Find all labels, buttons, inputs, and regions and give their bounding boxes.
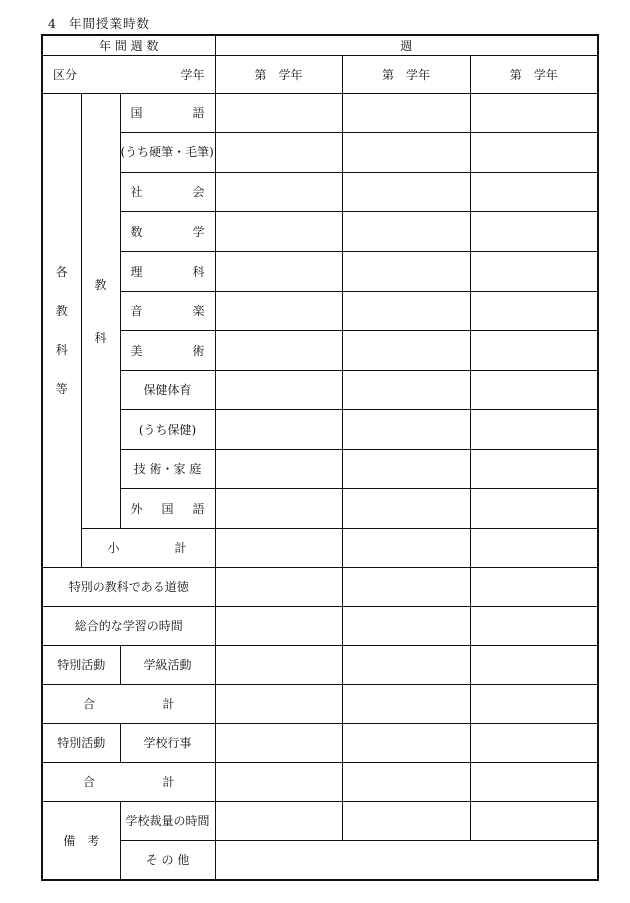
subtotal-label: 小 計 — [81, 528, 215, 567]
cell[interactable] — [342, 723, 470, 762]
cell[interactable] — [342, 172, 470, 211]
cell[interactable] — [470, 132, 598, 172]
subject-health: (うち保健) — [120, 409, 215, 449]
row-discretion — [42, 801, 598, 840]
cell[interactable] — [470, 684, 598, 723]
group-outer-char-1: 各 — [55, 265, 68, 279]
cell[interactable] — [215, 723, 342, 762]
cell[interactable] — [342, 684, 470, 723]
grade-row — [42, 55, 598, 93]
cell[interactable] — [342, 251, 470, 291]
row-science — [42, 251, 598, 291]
row-subtotal — [42, 528, 598, 567]
cell[interactable] — [215, 449, 342, 488]
cell[interactable] — [215, 606, 342, 645]
cell[interactable] — [342, 801, 470, 840]
cell[interactable] — [470, 291, 598, 330]
group-inner-char-1: 教 — [94, 277, 107, 292]
cell[interactable] — [470, 606, 598, 645]
cell[interactable] — [215, 370, 342, 409]
cell[interactable] — [342, 291, 470, 330]
cell[interactable] — [342, 449, 470, 488]
cell[interactable] — [215, 330, 342, 370]
subject-math: 数 学 — [120, 211, 215, 251]
cell[interactable] — [470, 762, 598, 801]
page-heading — [48, 14, 162, 32]
cell[interactable] — [215, 251, 342, 291]
cell[interactable] — [342, 211, 470, 251]
group-outer-char-3: 科 — [55, 343, 68, 357]
other-label: そ の 他 — [120, 840, 215, 880]
cell[interactable] — [215, 211, 342, 251]
row-class-activities — [42, 645, 598, 684]
special-activities-label-2: 特別活動 — [42, 723, 120, 762]
school-events-label: 学校行事 — [120, 723, 215, 762]
total-label-1: 合 計 — [42, 684, 215, 723]
row-school-events — [42, 723, 598, 762]
other-cell[interactable] — [215, 840, 598, 880]
special-activities-label: 特別活動 — [42, 645, 120, 684]
row-art — [42, 330, 598, 370]
group-outer-char-2: 教 — [55, 304, 68, 318]
cell[interactable] — [470, 528, 598, 567]
cell[interactable] — [215, 409, 342, 449]
division-label: 区分 — [53, 67, 78, 82]
cell[interactable] — [342, 93, 470, 132]
cell[interactable] — [470, 488, 598, 528]
cell[interactable] — [342, 762, 470, 801]
cell[interactable] — [470, 251, 598, 291]
cell[interactable] — [215, 567, 342, 606]
weeks-row — [42, 35, 598, 55]
cell[interactable] — [470, 409, 598, 449]
cell[interactable] — [342, 567, 470, 606]
grade-col-3: 第 学年 — [470, 55, 598, 93]
cell[interactable] — [215, 645, 342, 684]
cell[interactable] — [342, 606, 470, 645]
cell[interactable] — [470, 801, 598, 840]
heading-title: 年間授業時数 — [68, 16, 150, 31]
class-activities-label: 学級活動 — [120, 645, 215, 684]
hours-table — [41, 34, 599, 881]
cell[interactable] — [215, 762, 342, 801]
cell[interactable] — [215, 291, 342, 330]
row-social — [42, 172, 598, 211]
group-inner-char-2: 科 — [94, 330, 107, 345]
row-pe — [42, 370, 598, 409]
heading-number: 4 — [48, 16, 57, 31]
group-inner — [81, 93, 120, 528]
total-label-2: 合 計 — [42, 762, 215, 801]
row-music — [42, 291, 598, 330]
row-other — [42, 840, 598, 880]
row-moral — [42, 567, 598, 606]
row-calligraphy — [42, 132, 598, 172]
grade-label: 学年 — [180, 67, 205, 82]
cell[interactable] — [470, 93, 598, 132]
row-total-1 — [42, 684, 598, 723]
cell[interactable] — [470, 723, 598, 762]
group-outer-char-4: 等 — [55, 382, 68, 396]
cell[interactable] — [342, 645, 470, 684]
weeks-unit: 週 — [215, 35, 598, 55]
cell[interactable] — [470, 370, 598, 409]
row-japanese — [42, 93, 598, 132]
cell[interactable] — [470, 567, 598, 606]
discretion-label: 学校裁量の時間 — [120, 801, 215, 840]
subject-foreign: 外 国 語 — [120, 488, 215, 528]
group-outer — [42, 93, 81, 567]
cell[interactable] — [342, 528, 470, 567]
subject-tech: 技 術・家 庭 — [120, 449, 215, 488]
grade-col-1: 第 学年 — [215, 55, 342, 93]
row-health — [42, 409, 598, 449]
cell[interactable] — [215, 132, 342, 172]
subject-calligraphy: (うち硬筆・毛筆) — [120, 132, 215, 172]
cell[interactable] — [215, 684, 342, 723]
cell[interactable] — [215, 488, 342, 528]
cell[interactable] — [470, 211, 598, 251]
subject-pe: 保健体育 — [120, 370, 215, 409]
weeks-label: 年 間 週 数 — [42, 35, 215, 55]
remarks-label: 備 考 — [42, 801, 120, 880]
row-tech — [42, 449, 598, 488]
integrated-label: 総合的な学習の時間 — [42, 606, 215, 645]
subject-social: 社 会 — [120, 172, 215, 211]
cell[interactable] — [342, 409, 470, 449]
subject-science: 理 科 — [120, 251, 215, 291]
row-foreign — [42, 488, 598, 528]
cell[interactable] — [470, 645, 598, 684]
grade-col-2: 第 学年 — [342, 55, 470, 93]
cell[interactable] — [470, 330, 598, 370]
cell[interactable] — [342, 132, 470, 172]
subject-art: 美 術 — [120, 330, 215, 370]
cell[interactable] — [215, 93, 342, 132]
cell[interactable] — [342, 370, 470, 409]
cell[interactable] — [215, 172, 342, 211]
subject-japanese: 国 語 — [120, 93, 215, 132]
row-math — [42, 211, 598, 251]
cell[interactable] — [470, 172, 598, 211]
cell[interactable] — [342, 488, 470, 528]
cell[interactable] — [215, 528, 342, 567]
moral-label: 特別の教科である道徳 — [42, 567, 215, 606]
cell[interactable] — [470, 449, 598, 488]
cell[interactable] — [215, 801, 342, 840]
row-total-2 — [42, 762, 598, 801]
subject-music: 音 楽 — [120, 291, 215, 330]
division-grade-cell — [42, 55, 215, 93]
cell[interactable] — [342, 330, 470, 370]
row-integrated — [42, 606, 598, 645]
